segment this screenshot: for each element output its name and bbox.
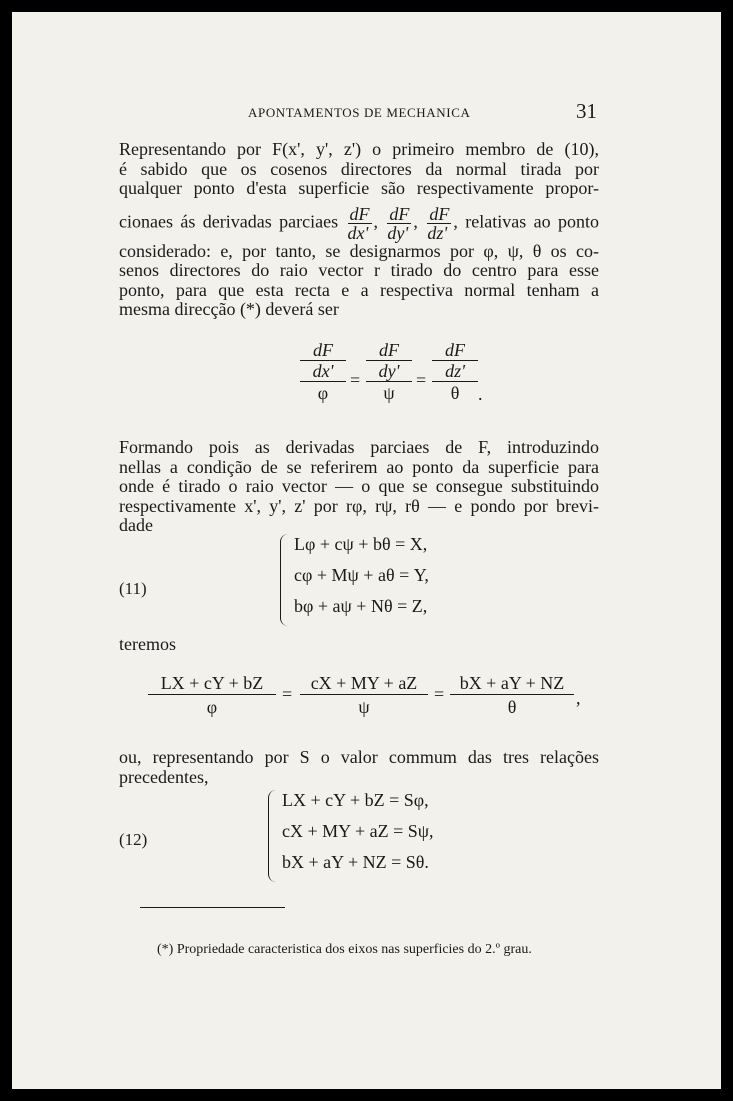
ratio-bottom: φ <box>317 383 329 403</box>
equals-sign: = <box>434 684 445 704</box>
page-header <box>12 99 721 125</box>
paragraph-1 <box>119 140 599 320</box>
text-line: considerado: e, por tanto, se designarmos por φ, ψ, θ os co- <box>119 240 599 261</box>
big-ratio-denominator: φ <box>206 697 218 717</box>
system-equation: cX + MY + aZ = Sψ, <box>282 821 434 841</box>
ratio-denominator: dx' <box>300 361 346 382</box>
fraction-denominator: dy' <box>387 222 409 243</box>
system-equation: bφ + aψ + Nθ = Z, <box>294 596 428 616</box>
fraction-numerator: dF <box>429 203 450 224</box>
ratio-numerator: dF <box>300 340 346 361</box>
ratio-bottom: θ <box>450 383 460 403</box>
ratio-numerator: dF <box>432 340 478 361</box>
paragraph-2 <box>119 438 599 536</box>
text-line: senos directores do raio vector r tirado do centro para esse <box>119 260 599 280</box>
big-ratio-term <box>450 672 574 719</box>
brace <box>268 790 279 882</box>
big-ratio-term <box>148 672 276 719</box>
equation-system-12 <box>268 790 488 882</box>
inline-fraction <box>348 205 372 242</box>
equals-sign: = <box>416 370 427 390</box>
ratio-denominator: dz' <box>432 361 478 382</box>
big-ratio-numerator: bX + aY + NZ <box>450 672 574 695</box>
text-line: Representando por F(x', y', z') o primeiro membro de (10), <box>119 139 599 159</box>
system-equation: Lφ + cψ + bθ = X, <box>294 534 428 554</box>
footnote: (*) Propriedade caracteristica dos eixos nas superficies do 2.º grau. <box>157 942 532 957</box>
text-line: onde é tirado o raio vector — o que se consegue substituindo <box>119 476 599 496</box>
ratio-term <box>366 340 412 404</box>
equation-label: (11) <box>119 579 147 598</box>
ratio-bottom: ψ <box>383 383 395 403</box>
equation-big <box>148 672 588 732</box>
inline-fraction <box>387 205 411 242</box>
big-ratio-numerator: LX + cY + bZ <box>148 672 276 695</box>
text-line: nellas a condição de se referirem ao ponto da superficie para <box>119 456 599 477</box>
text-line: Formando pois as derivadas parciaes de F, introduzindo <box>119 437 599 457</box>
text-line: ponto, para que esta recta e a respectiva normal tenham a <box>119 279 599 300</box>
ratio-denominator: dy' <box>366 361 412 382</box>
system-equation: bX + aY + NZ = Sθ. <box>282 852 429 872</box>
big-ratio-denominator: ψ <box>358 697 370 717</box>
equals-sign: = <box>282 684 293 704</box>
inline-fraction <box>427 205 451 242</box>
period: . <box>478 384 483 404</box>
equals-sign: = <box>350 370 361 390</box>
brace <box>280 534 291 626</box>
footnote-rule <box>140 907 285 908</box>
text-line: respectivamente x', y', z' por rφ, rψ, rθ — e pondo por brevi- <box>119 495 599 516</box>
text-line: mesma direcção (*) deverá ser <box>119 299 339 319</box>
fraction-denominator: dx' <box>347 222 369 243</box>
fraction-denominator: dz' <box>427 222 448 243</box>
text-line: qualquer ponto d'esta superficie são respectivamente propor- <box>119 178 599 198</box>
big-ratio-term <box>300 672 428 719</box>
text-fragment: relativas ao ponto <box>465 211 599 232</box>
big-ratio-denominator: θ <box>507 697 517 717</box>
fraction-numerator: dF <box>349 203 370 224</box>
text-line: dade <box>119 515 153 535</box>
equation-system-11 <box>280 534 480 626</box>
text-line: é sabido que os cosenos directores da normal tirada por <box>119 158 599 179</box>
running-title: APONTAMENTOS DE MECHANICA <box>248 105 471 120</box>
paragraph-3 <box>119 748 599 787</box>
derivatives-line: cionaes ás derivadas parciaes $\frac{dF}{dx'}$ , $\frac{dF}{dy'}$ , $\frac{dF}{dz'}$ , relativas ao ponto <box>119 203 599 243</box>
comma: , <box>576 688 581 708</box>
equation-label: (12) <box>119 830 148 849</box>
system-equation: LX + cY + bZ = Sφ, <box>282 790 429 810</box>
book-page <box>12 12 721 1089</box>
teremos-text: teremos <box>119 634 176 654</box>
text-line: precedentes, <box>119 766 209 787</box>
page-number: 31 <box>576 99 597 123</box>
fraction-numerator: dF <box>389 203 410 224</box>
big-ratio-numerator: cX + MY + aZ <box>300 672 428 695</box>
ratio-term <box>300 340 346 404</box>
system-equation: cφ + Mψ + aθ = Y, <box>294 565 429 585</box>
ratio-term <box>432 340 478 404</box>
ratio-numerator: dF <box>366 340 412 361</box>
text-fragment: cionaes ás derivadas parciaes <box>119 211 339 232</box>
text-line: ou, representando por S o valor commum das tres relações <box>119 747 599 767</box>
